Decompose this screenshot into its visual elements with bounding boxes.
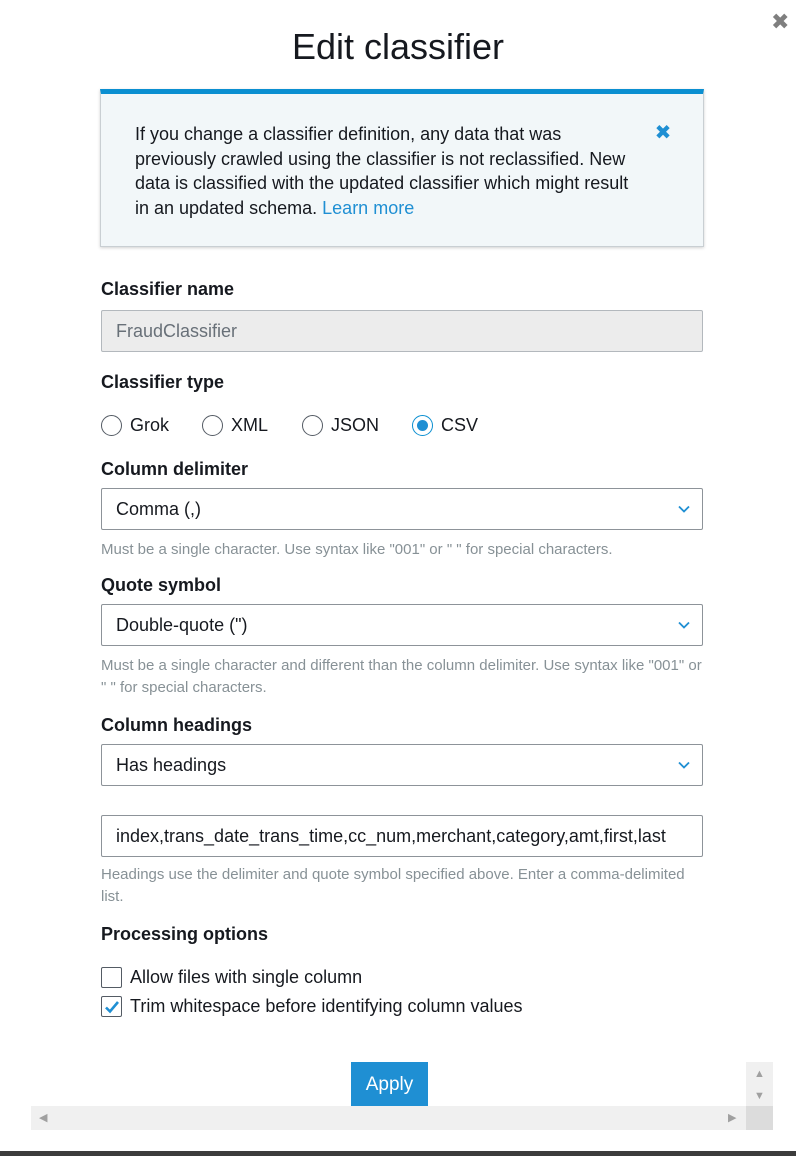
chevron-down-icon <box>678 619 690 631</box>
checkbox-box[interactable] <box>101 967 122 988</box>
scrollbar-corner <box>746 1106 773 1130</box>
headings-hint: Headings use the delimiter and quote symbol specified above. Enter a comma-delimited list. <box>101 866 685 905</box>
alert-text: If you change a classifier definition, any data that was previously crawled using the classifier is not reclassified. New data is classified with the updated classifier which might result in an updated schema. <box>135 124 629 218</box>
quote-symbol-label: Quote symbol <box>101 575 222 595</box>
quote-symbol-select[interactable] <box>101 604 703 646</box>
radio-circle-selected[interactable] <box>412 415 433 436</box>
radio-label: Grok <box>130 414 170 435</box>
column-headings-label: Column headings <box>101 715 253 735</box>
radio-circle[interactable] <box>101 415 122 436</box>
column-headings-select[interactable] <box>101 744 703 786</box>
headings-input[interactable]: index,trans_date_trans_time,cc_num,merchant,category,amt,first,last <box>101 815 703 857</box>
info-alert <box>100 89 704 247</box>
radio-circle[interactable] <box>302 415 323 436</box>
column-delimiter-select[interactable] <box>101 488 703 530</box>
dialog-title: Edit classifier <box>291 26 505 67</box>
chevron-down-icon <box>678 503 690 515</box>
apply-button[interactable]: Apply <box>351 1062 428 1106</box>
radio-label: JSON <box>331 414 380 435</box>
select-value: Has headings <box>116 755 227 775</box>
radio-circle[interactable] <box>202 415 223 436</box>
scroll-up-arrow-icon[interactable]: ▲ <box>754 1068 765 1080</box>
checkbox-box-checked[interactable] <box>101 996 122 1017</box>
checkbox-allow-single-column[interactable] <box>101 965 362 989</box>
quote-symbol-hint: Must be a single character and different than the column delimiter. Use syntax like "001" or " " for special characters. <box>101 657 702 696</box>
close-dialog-icon[interactable]: ✖ <box>771 9 790 34</box>
column-delimiter-hint: Must be a single character. Use syntax like "001" or " " for special characters. <box>101 541 613 558</box>
column-delimiter-label: Column delimiter <box>101 459 249 479</box>
select-value: Double-quote (") <box>116 615 248 635</box>
alert-close-icon[interactable]: ✖ <box>654 122 672 144</box>
chevron-down-icon <box>678 759 690 771</box>
horizontal-scrollbar[interactable] <box>31 1106 746 1130</box>
checkbox-label: Allow files with single column <box>130 966 363 987</box>
checkmark-icon <box>104 999 120 1015</box>
radio-csv[interactable] <box>412 413 478 437</box>
radio-label: CSV <box>441 414 479 435</box>
radio-grok[interactable] <box>101 413 169 437</box>
scroll-down-arrow-icon[interactable]: ▼ <box>754 1090 765 1102</box>
learn-more-link[interactable]: Learn more <box>322 197 415 218</box>
classifier-name-input[interactable]: FraudClassifier <box>101 310 703 352</box>
scroll-right-arrow-icon[interactable]: ▶ <box>728 1112 737 1124</box>
classifier-type-label: Classifier type <box>101 372 225 392</box>
checkbox-trim-whitespace[interactable] <box>101 994 523 1018</box>
classifier-name-label: Classifier name <box>101 279 235 299</box>
radio-json[interactable] <box>302 413 379 437</box>
checkbox-label: Trim whitespace before identifying column values <box>130 995 523 1016</box>
alert-message <box>135 122 635 220</box>
scroll-left-arrow-icon[interactable]: ◀ <box>39 1112 48 1124</box>
select-value: Comma (,) <box>116 499 201 519</box>
radio-label: XML <box>231 414 269 435</box>
processing-options-label: Processing options <box>101 924 269 944</box>
radio-xml[interactable] <box>202 413 268 437</box>
bottom-divider <box>0 1151 796 1156</box>
